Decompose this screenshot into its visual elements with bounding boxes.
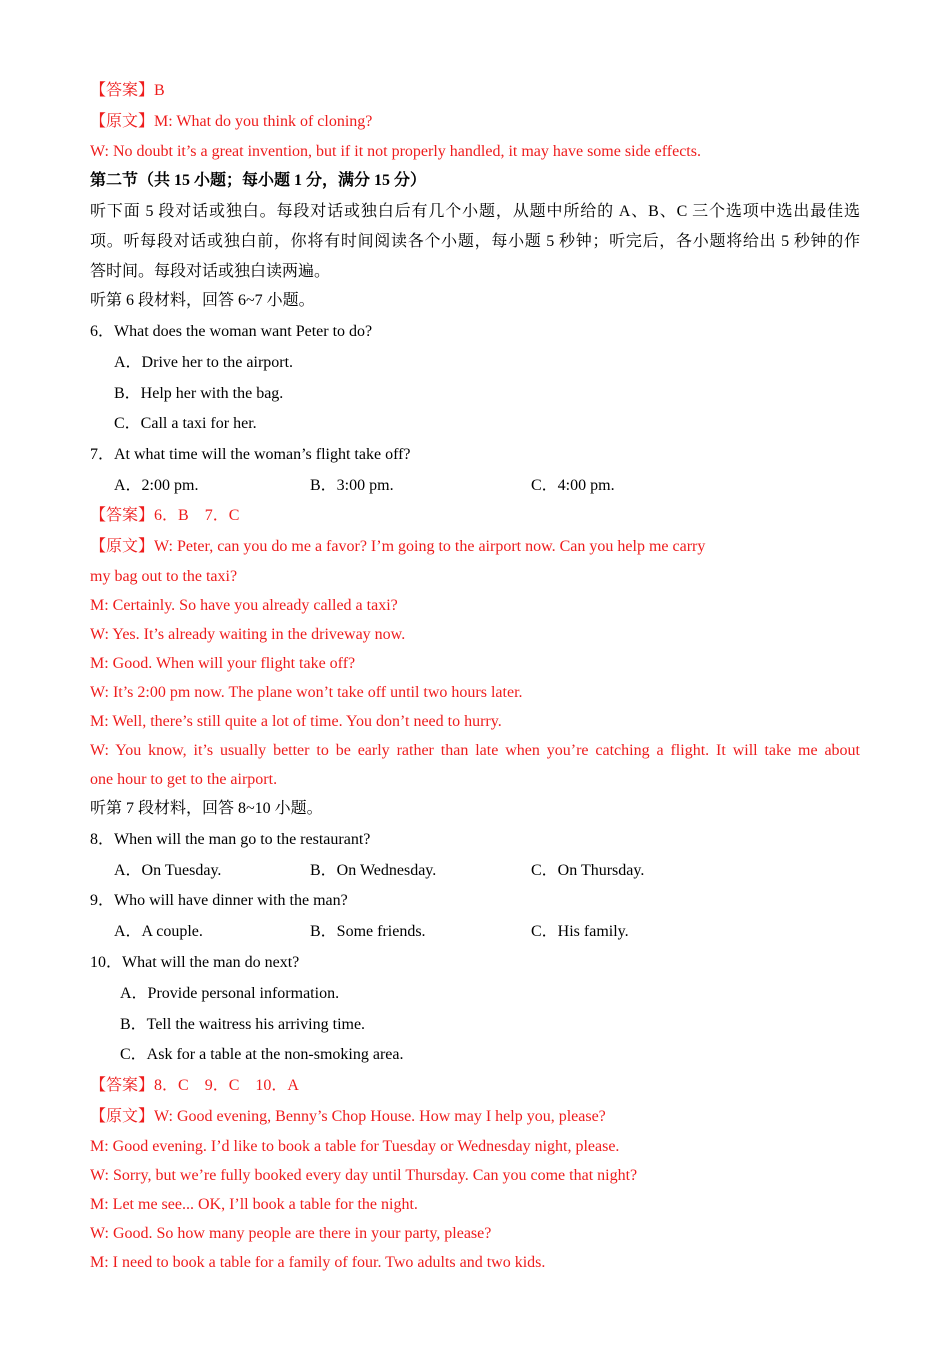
question-8: 8．When will the man go to the restaurant? [90, 831, 371, 848]
transcript-line [90, 537, 705, 557]
transcript-line: W: Yes. It’s already waiting in the driveway now. [90, 626, 406, 643]
transcript-line: W: Good. So how many people are there in your party, please? [90, 1225, 492, 1242]
question-6-option-a: A．Drive her to the airport. [114, 354, 294, 371]
question-7-option-a: A．2:00 pm. [114, 477, 199, 494]
instruction-line: 答时间。每段对话或独白读两遍。 [90, 263, 331, 280]
transcript-line [90, 1107, 606, 1127]
transcript-line: M: Good. When will your flight take off? [90, 655, 356, 672]
answer-text: 8．C 9．C 10．A [154, 1077, 299, 1094]
answer-tag: 【答案】 [90, 82, 155, 99]
transcript-line [90, 112, 372, 132]
instruction-line: 项。听每段对话或独白前，你将有时间阅读各个小题，每小题 5 秒钟；听完后，各小题将给出 5 秒钟的作 [90, 233, 860, 250]
question-10: 10．What will the man do next? [90, 954, 300, 971]
question-10-option-a: A．Provide personal information. [120, 985, 340, 1002]
transcript-tag: 【原文】 [90, 113, 155, 130]
question-10-option-c: C．Ask for a table at the non-smoking area. [120, 1046, 404, 1063]
transcript-line: one hour to get to the airport. [90, 771, 278, 788]
transcript-line: M: Good evening. I’d like to book a table for Tuesday or Wednesday night, please. [90, 1138, 620, 1155]
transcript-tag: 【原文】 [90, 1108, 155, 1125]
transcript-line: M: Let me see... OK, I’ll book a table for the night. [90, 1196, 418, 1213]
question-9: 9．Who will have dinner with the man? [90, 892, 348, 909]
answer-text: B [154, 82, 165, 99]
question-8-option-a: A．On Tuesday. [114, 862, 222, 879]
section-heading: 第二节（共 15 小题；每小题 1 分，满分 15 分） [90, 172, 427, 189]
answer-tag: 【答案】 [90, 1077, 155, 1094]
transcript-line: M: I need to book a table for a family of four. Two adults and two kids. [90, 1254, 546, 1271]
transcript-line: my bag out to the taxi? [90, 568, 238, 585]
question-6-option-c: C．Call a taxi for her. [114, 415, 257, 432]
answer-tag: 【答案】 [90, 507, 155, 524]
question-8-option-b: B．On Wednesday. [310, 862, 437, 879]
transcript-line: W: No doubt it’s a great invention, but if it not properly handled, it may have some side effects. [90, 143, 701, 160]
question-8-option-c: C．On Thursday. [531, 862, 645, 879]
question-9-option-a: A．A couple. [114, 923, 203, 940]
transcript-text: W: Peter, can you do me a favor? I’m going to the airport now. Can you help me carry [154, 538, 706, 555]
question-10-option-b: B．Tell the waitress his arriving time. [120, 1016, 366, 1033]
question-6-option-b: B．Help her with the bag. [114, 385, 284, 402]
question-7-option-c: C．4:00 pm. [531, 477, 615, 494]
question-7-option-b: B．3:00 pm. [310, 477, 394, 494]
transcript-line: M: Certainly. So have you already called a taxi? [90, 597, 398, 614]
question-9-option-b: B．Some friends. [310, 923, 426, 940]
answer-text: 6．B 7．C [154, 507, 240, 524]
answer-line-2 [90, 506, 239, 526]
transcript-line: W: Sorry, but we’re fully booked every day until Thursday. Can you come that night? [90, 1167, 638, 1184]
transcript-line: W: It’s 2:00 pm now. The plane won’t take off until two hours later. [90, 684, 523, 701]
transcript-line: M: Well, there’s still quite a lot of time. You don’t need to hurry. [90, 713, 502, 730]
transcript-line: W: You know, it’s usually better to be early rather than late when you’re catching a flight. It will take me about [90, 742, 860, 759]
transcript-tag: 【原文】 [90, 538, 155, 555]
question-9-option-c: C．His family. [531, 923, 629, 940]
material-heading: 听第 6 段材料，回答 6~7 小题。 [90, 292, 315, 309]
material-heading: 听第 7 段材料，回答 8~10 小题。 [90, 800, 323, 817]
answer-line-3 [90, 1076, 299, 1096]
question-6: 6．What does the woman want Peter to do? [90, 323, 373, 340]
transcript-text: M: What do you think of cloning? [154, 113, 373, 130]
question-7: 7．At what time will the woman’s flight take off? [90, 446, 411, 463]
answer-line-1 [90, 81, 165, 101]
instruction-line: 听下面 5 段对话或独白。每段对话或独白后有几个小题，从题中所给的 A、B、C 三个选项中选出最佳选 [90, 203, 860, 220]
transcript-text: W: Good evening, Benny’s Chop House. How may I help you, please? [154, 1108, 606, 1125]
